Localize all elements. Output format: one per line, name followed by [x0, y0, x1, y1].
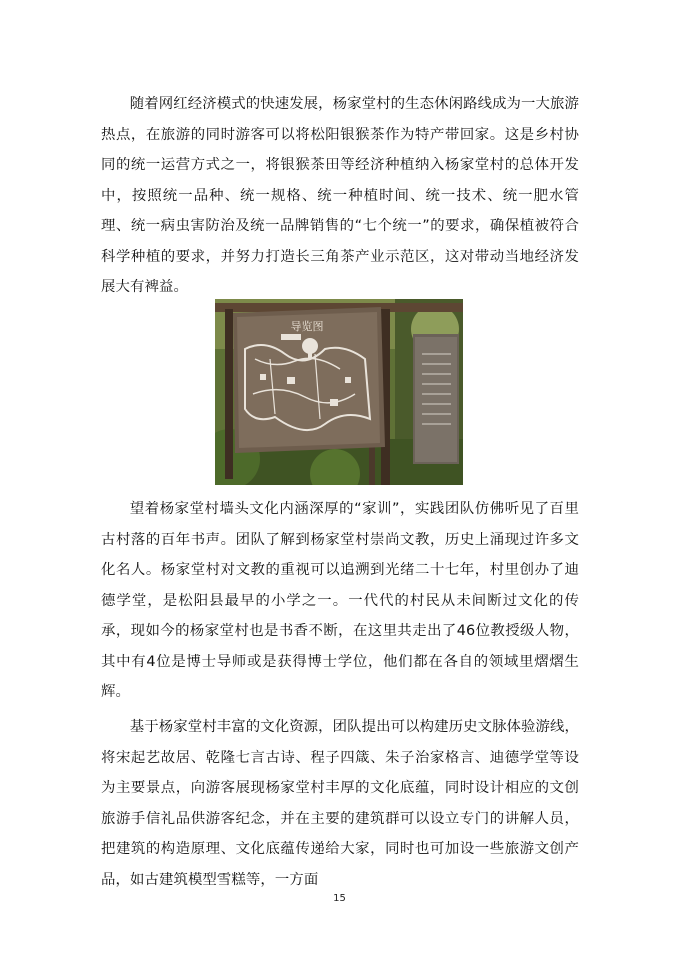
guide-map-sign-photo [215, 299, 463, 485]
photo-illustration [215, 299, 463, 485]
paragraph-tea-industry: 随着网红经济模式的快速发展，杨家堂村的生态休闲路线成为一大旅游热点，在旅游的同时游客可以将松阳银猴茶作为特产带回家。这是乡村协同的统一运营方式之一，将银猴茶田等经济种植纳入杨家堂村的总体开发中，按照统一品种、统一规格、统一种植时间、统一技术、统一肥水管理、统一病虫害防治及统一品牌销售的“七个统一”的要求，确保植被符合科学种植的要求，并努力打造长三角茶产业示范区，这对带动当地经济发展大有裨益。 [101, 96, 580, 295]
page-number: 15 [333, 893, 346, 904]
sign-title-text: 导览图 [290, 320, 324, 333]
paragraph-culture-history: 望着杨家堂村墙头文化内涵深厚的“家训”，实践团队仿佛听见了百里古村落的百年书声。团队了解到杨家堂村崇尚文教，历史上涌现过许多文化名人。杨家堂村对文教的重视可以追溯到光绪二十七年，村里创办了迪德学堂，是松阳县最早的小学之一。一代代的村民从未间断过文化的传承，现如今的杨家堂村也是书香不断，在这里共走出了46位教授级人物，其中有4位是博士导师或是获得博士学位，他们都在各自的领域里熠熠生辉。 [101, 501, 579, 700]
paragraph-tour-route: 基于杨家堂村丰富的文化资源，团队提出可以构建历史文脉体验游线，将宋起艺故居、乾隆七言古诗、程子四箴、朱子治家格言、迪德学堂等设为主要景点，向游客展现杨家堂村丰厚的文化底蕴，同时设计相应的文创旅游手信礼品供游客纪念，并在主要的建筑群可以设立专门的讲解人员，把建筑的构造原理、文化底蕴传递给大家，同时也可加设一些旅游文创产品，如古建筑模型雪糕等，一方面 [101, 719, 580, 888]
